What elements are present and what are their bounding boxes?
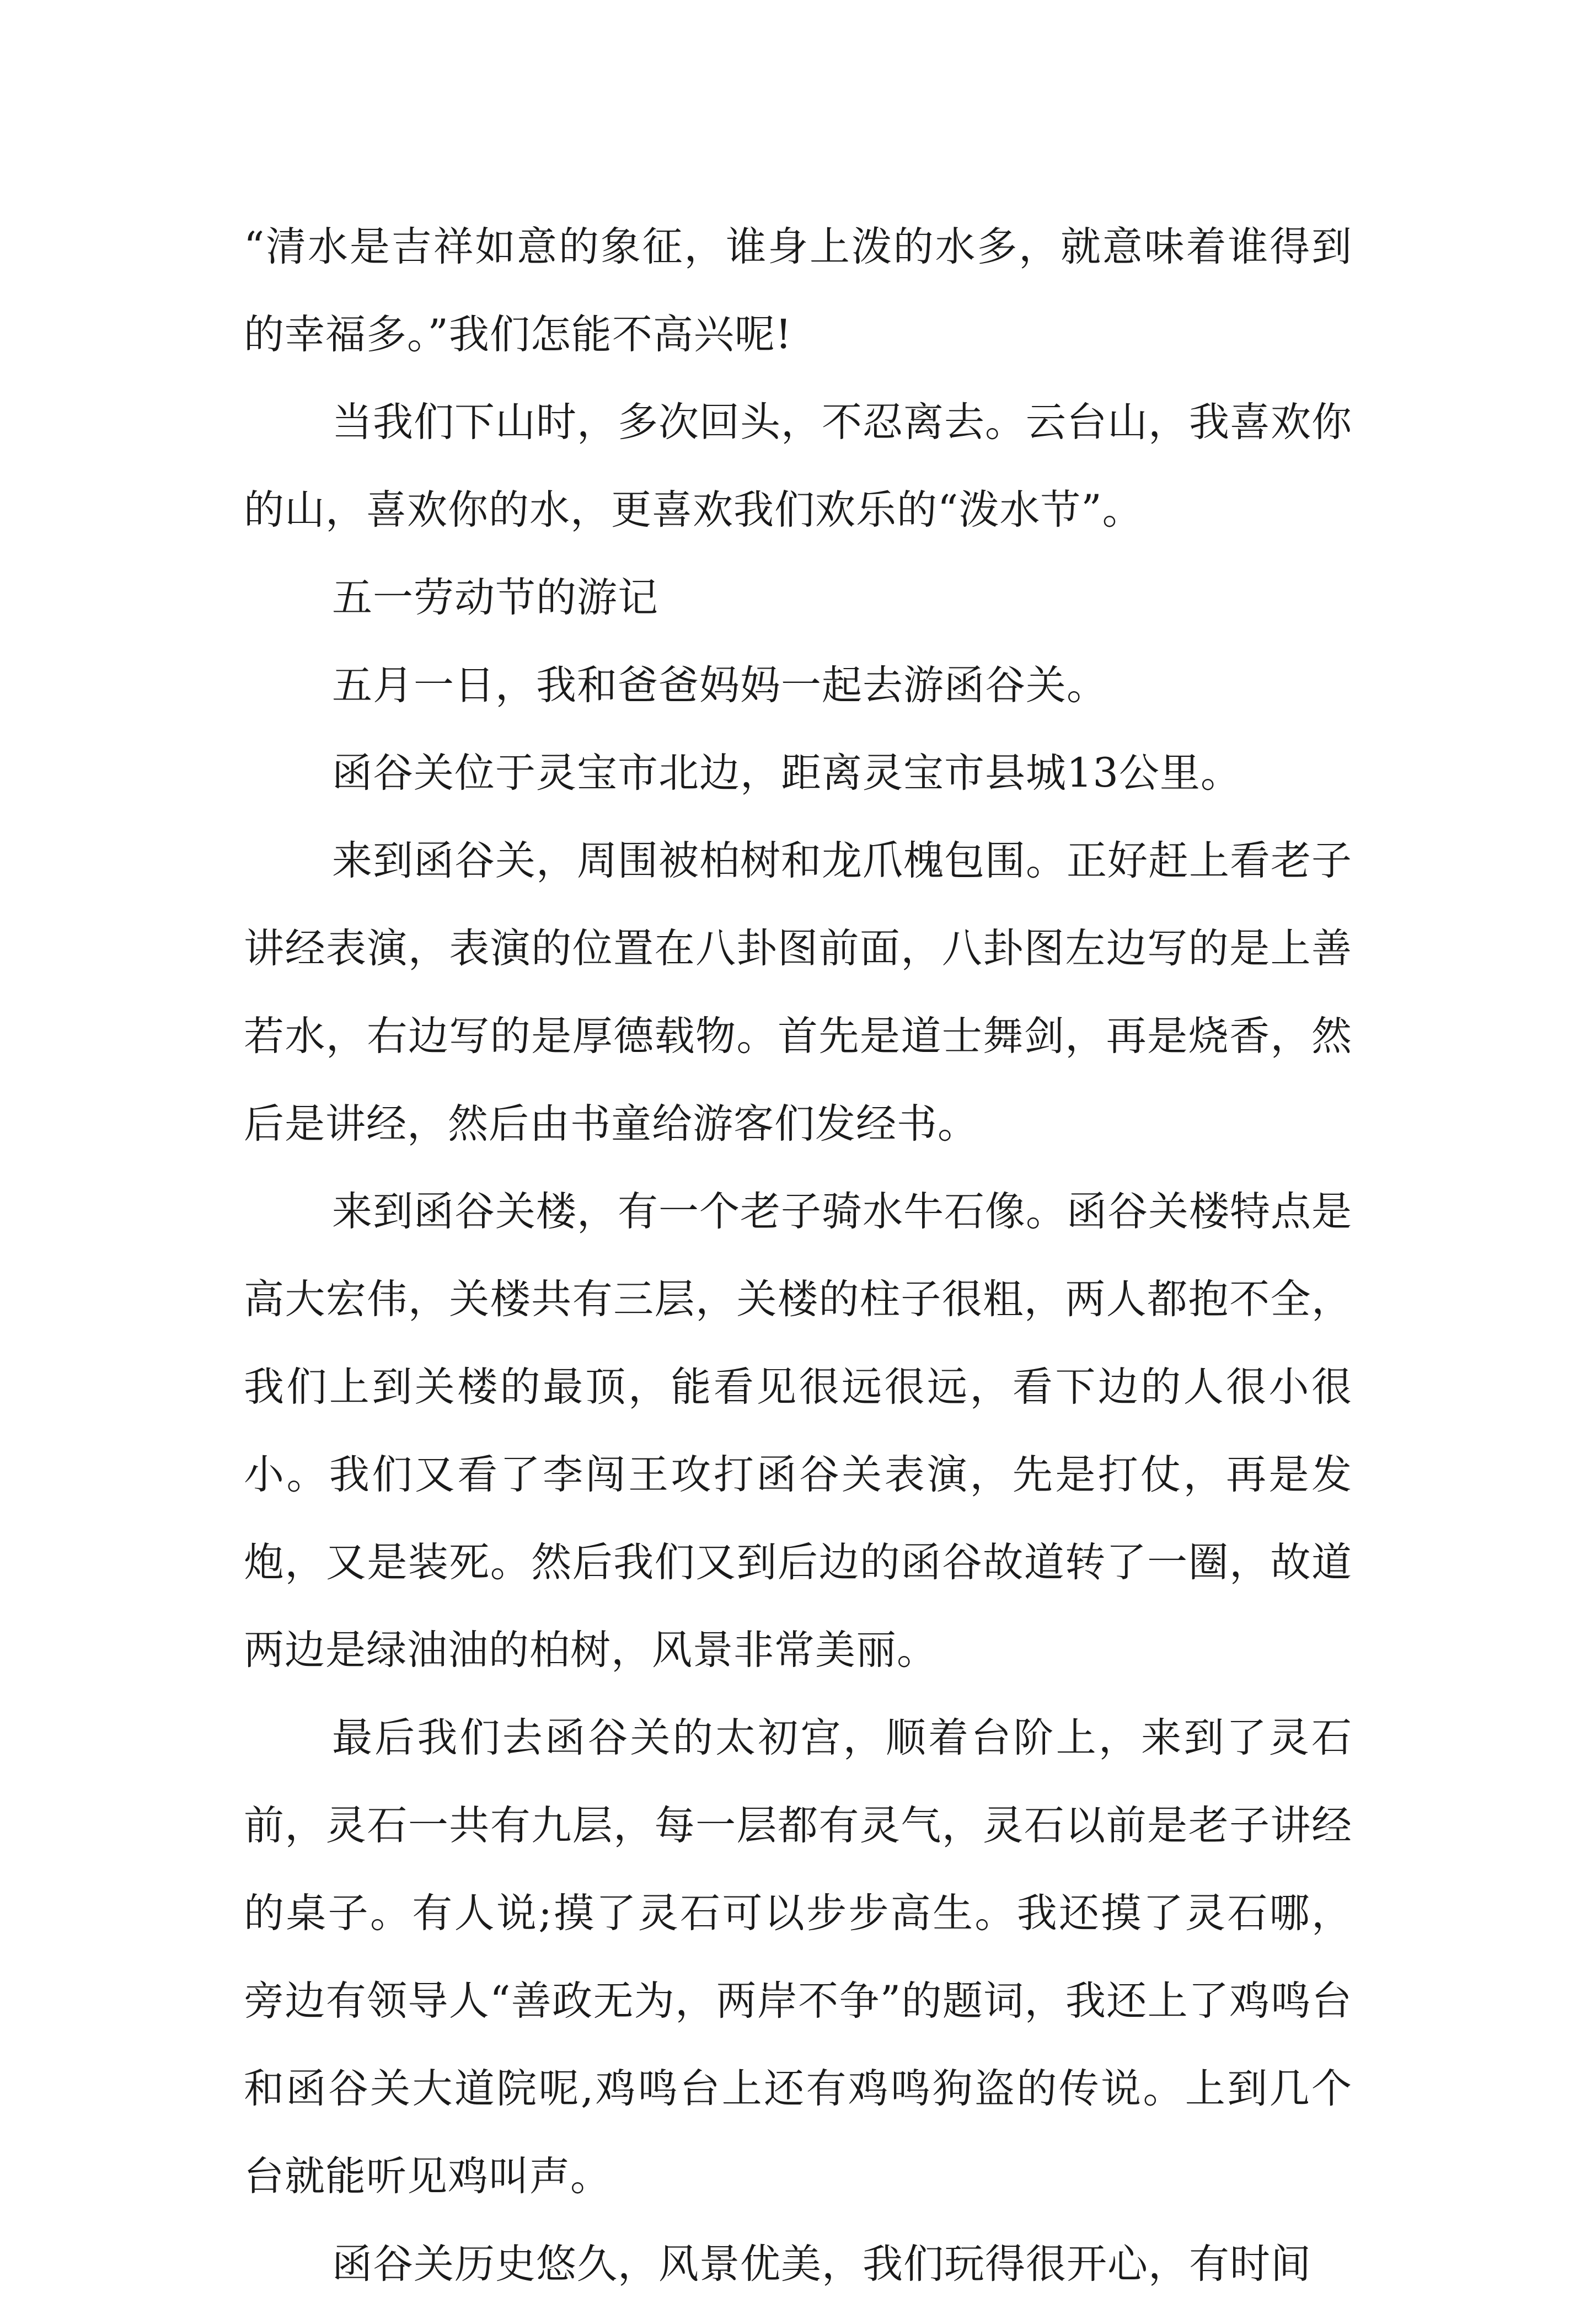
paragraph-gate-tower: 来到函谷关楼，有一个老子骑水牛石像。函谷关楼特点是高大宏伟，关楼共有三层，关楼的柱子很粗，两人都抱不全，我们上到关楼的最顶，能看见很远很远，看下边的人很小很小。我们又看了李闯王攻打函谷关表演，先是打仗，再是发炮，又是装死。然后我们又到后边的函谷故道转了一圈，故道两边是绿油油的柏树，风景非常美丽。 — [244, 1188, 1352, 1674]
paragraph-conclusion: 函谷关历史悠久，风景优美，我们玩得很开心，有时间 — [332, 2241, 1311, 2288]
document-body — [244, 203, 1352, 2308]
paragraph-leaving-mountain: 当我们下山时，多次回头，不忍离去。云台山，我喜欢你的山，喜欢你的水，更喜欢我们欢乐的“泼水节”。 — [244, 399, 1352, 533]
paragraph-location: 函谷关位于灵宝市北边，距离灵宝市县城13公里。 — [332, 750, 1241, 797]
paragraph-arrival: 来到函谷关，周围被柏树和龙爪槐包围。正好赶上看老子讲经表演，表演的位置在八卦图前面，八卦图左边写的是上善若水，右边写的是厚德载物。首先是道士舞剑，再是烧香，然后是讲经，然后由书童给游客们发经书。 — [244, 837, 1352, 1147]
paragraph-may-first: 五月一日，我和爸爸妈妈一起去游函谷关。 — [332, 662, 1107, 709]
paragraph-water-festival-quote: “清水是吉祥如意的象征，谁身上泼的水多，就意味着谁得到的幸福多。”我们怎能不高兴呢! — [244, 223, 1352, 358]
essay-title: 五一劳动节的游记 — [332, 574, 658, 621]
paragraph-taichu-palace: 最后我们去函谷关的太初宫，顺着台阶上，来到了灵石前，灵石一共有九层，每一层都有灵气，灵石以前是老子讲经的桌子。有人说;摸了灵石可以步步高生。我还摸了灵石哪，旁边有领导人“善政无为，两岸不争”的题词，我还上了鸡鸣台和函谷关大道院呢,鸡鸣台上还有鸡鸣狗盗的传说。上到几个台就能听见鸡叫声。 — [244, 1714, 1352, 2200]
